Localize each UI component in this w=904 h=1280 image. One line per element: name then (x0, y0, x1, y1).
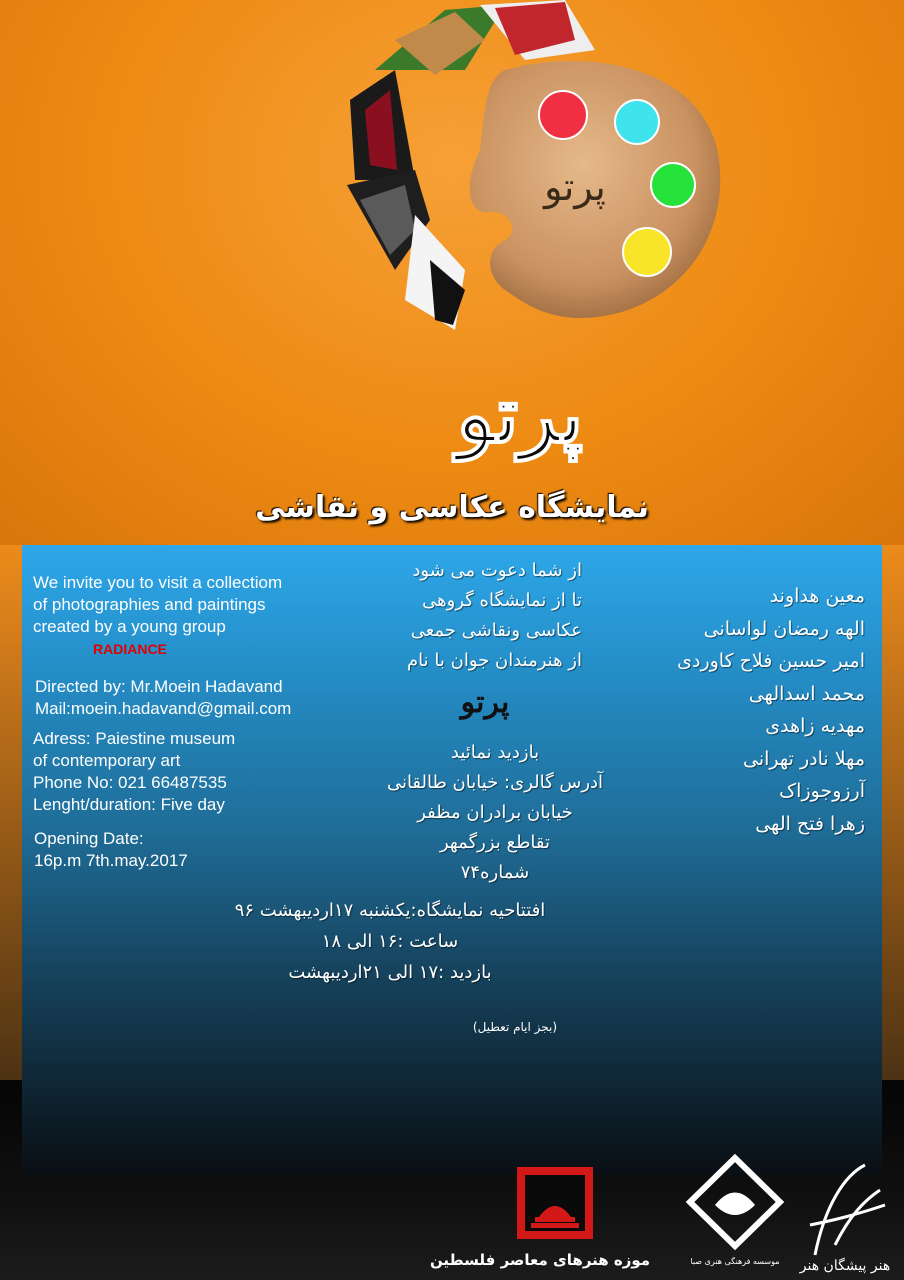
invite-line-fa: تا از نمایشگاه گروهی (422, 590, 582, 611)
holiday-note: (بجز ایام تعطیل) (472, 1020, 558, 1034)
opening-value: 16p.m 7th.may.2017 (34, 851, 188, 870)
directed-by: Directed by: Mr.Moein Hadavand (35, 677, 283, 696)
museum-logo-text: موزه هنرهای معاصر فلسطین (429, 1251, 651, 1269)
inline-logo (450, 680, 520, 724)
artist-name: امیر حسین فلاح کاوردی (677, 650, 865, 672)
title-logo (400, 352, 640, 472)
signature-logo-text: هنر پیشگان هنر (799, 1258, 891, 1274)
aperture-palette-emblem (335, 0, 735, 340)
invite-line-fa: از هنرمندان جوان با نام (407, 650, 582, 671)
artist-name: مهدیه زاهدی (765, 715, 865, 737)
detail-line: تقاطع بزرگمهر (439, 832, 551, 853)
english-invite (33, 572, 353, 660)
phone: Phone No: 021 66487535 (33, 773, 227, 792)
schedule-line: بازدید :۱۷ الی ۲۱اردیبهشت (288, 962, 492, 983)
invite-line-fa: از شما دعوت می شود (412, 560, 582, 581)
persian-details (360, 738, 630, 888)
artists-list (620, 580, 865, 840)
persian-invite (360, 556, 582, 676)
schedule-line: افتتاحیه نمایشگاه:یکشنبه ۱۷اردیبهشت ۹۶ (234, 900, 546, 921)
opening-label: Opening Date: (34, 829, 144, 848)
title-logo-text: پرتو (456, 370, 584, 461)
invite-line-fa: عکاسی ونقاشی جمعی (410, 620, 582, 641)
english-address (33, 728, 353, 816)
schedule-line: ساعت :۱۶ الی ۱۸ (321, 931, 459, 952)
saba-logo (680, 1150, 790, 1270)
signature-logo (795, 1145, 895, 1275)
address-line: of contemporary art (33, 751, 181, 770)
group-name: RADIANCE (93, 641, 167, 657)
artist-name: مهلا نادر تهرانی (743, 747, 865, 770)
detail-line: بازدید نمائید (450, 742, 540, 763)
exhibition-subtitle: نمایشگاه عکاسی و نقاشی (255, 490, 649, 525)
invite-line: We invite you to visit a collectiom (33, 573, 283, 592)
detail-line: خیابان برادران مظفر (417, 802, 573, 823)
detail-line: آدرس گالری: خیابان طالقانی (386, 772, 604, 793)
palette-logo-text: پرتو (544, 165, 606, 209)
english-opening (34, 828, 354, 872)
address-line: Adress: Paiestine museum (33, 729, 236, 748)
persian-schedule (190, 895, 590, 988)
detail-line: شماره۷۴ (460, 862, 530, 883)
artist-name: آرزوجوزاک (779, 780, 865, 802)
saba-logo-text: موسسه فرهنگی هنری صبا (690, 1257, 780, 1266)
artist-name: معین هداوند (769, 585, 865, 607)
english-contact (35, 676, 355, 720)
artist-name: الهه رمضان لواسانی (703, 617, 865, 640)
mail-link[interactable]: Mail:moein.hadavand@gmail.com (35, 699, 292, 718)
artist-name: محمد اسدالهی (748, 682, 865, 705)
artist-name: زهرا فتح الهی (755, 812, 865, 835)
inline-logo-text: پرتو (460, 685, 510, 720)
invite-line: created by a young group (33, 617, 226, 636)
museum-logo (429, 1165, 651, 1275)
invite-line: of photographies and paintings (33, 595, 266, 614)
duration: Lenght/duration: Five day (33, 795, 225, 814)
